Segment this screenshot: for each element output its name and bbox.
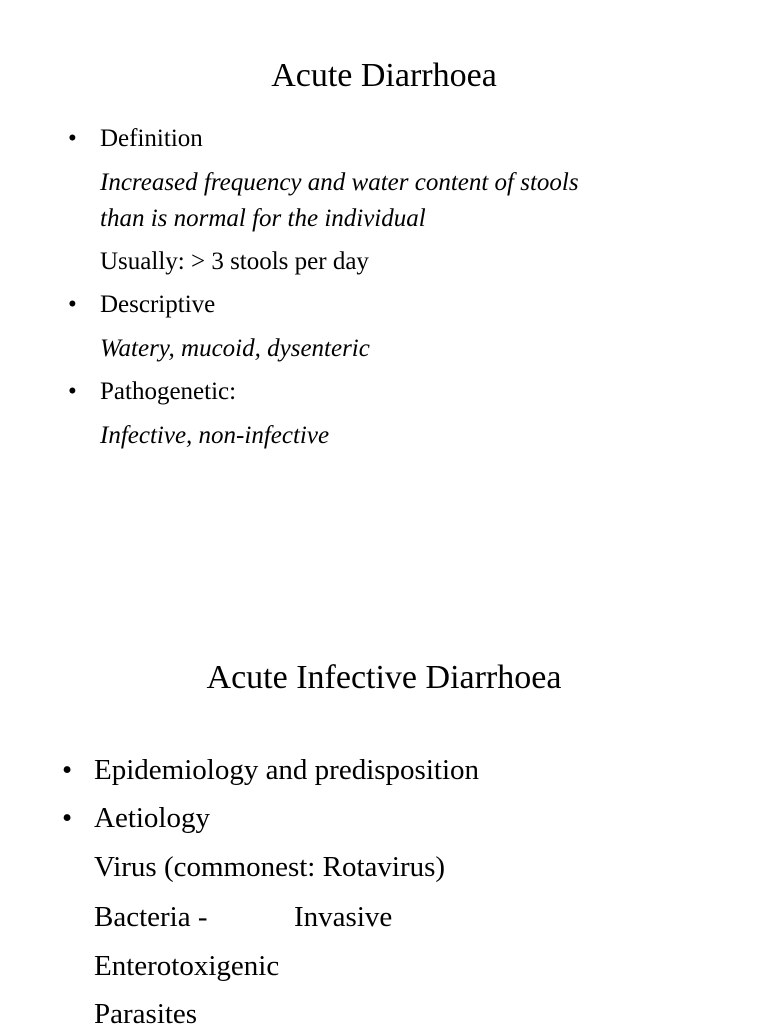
bullet-icon: • [68, 291, 77, 318]
descriptive-text: Watery, mucoid, dysenteric [100, 335, 370, 362]
epidemiology-item: Epidemiology and predisposition [94, 754, 480, 786]
bullet-icon: • [62, 802, 73, 834]
bacteria-type: Invasive [294, 901, 393, 933]
bullet-icon: • [62, 754, 73, 786]
definition-text-line-2: than is normal for the individual [100, 205, 426, 232]
slide-acute-infective-diarrhoea [0, 512, 768, 1030]
definition-heading: Definition [100, 125, 203, 152]
bullet-icon: • [68, 378, 77, 405]
definition-text-line-1: Increased frequency and water content of stools [100, 169, 579, 196]
descriptive-heading: Descriptive [100, 291, 216, 318]
slide-acute-diarrhoea [0, 0, 768, 512]
aetiology-item: Aetiology [94, 802, 210, 834]
parasites-line: Parasites [94, 998, 198, 1030]
enterotoxigenic-line: Enterotoxigenic [94, 950, 280, 982]
pathogenetic-heading: Pathogenetic: [100, 378, 237, 405]
slide-title: Acute Infective Diarrhoea [206, 659, 562, 696]
bacteria-label: Bacteria - [94, 901, 208, 933]
slide-title: Acute Diarrhoea [271, 57, 497, 94]
definition-usual: Usually: > 3 stools per day [100, 248, 369, 275]
virus-line: Virus (commonest: Rotavirus) [94, 851, 446, 883]
pathogenetic-text: Infective, non-infective [100, 422, 330, 449]
bullet-icon: • [68, 125, 77, 152]
